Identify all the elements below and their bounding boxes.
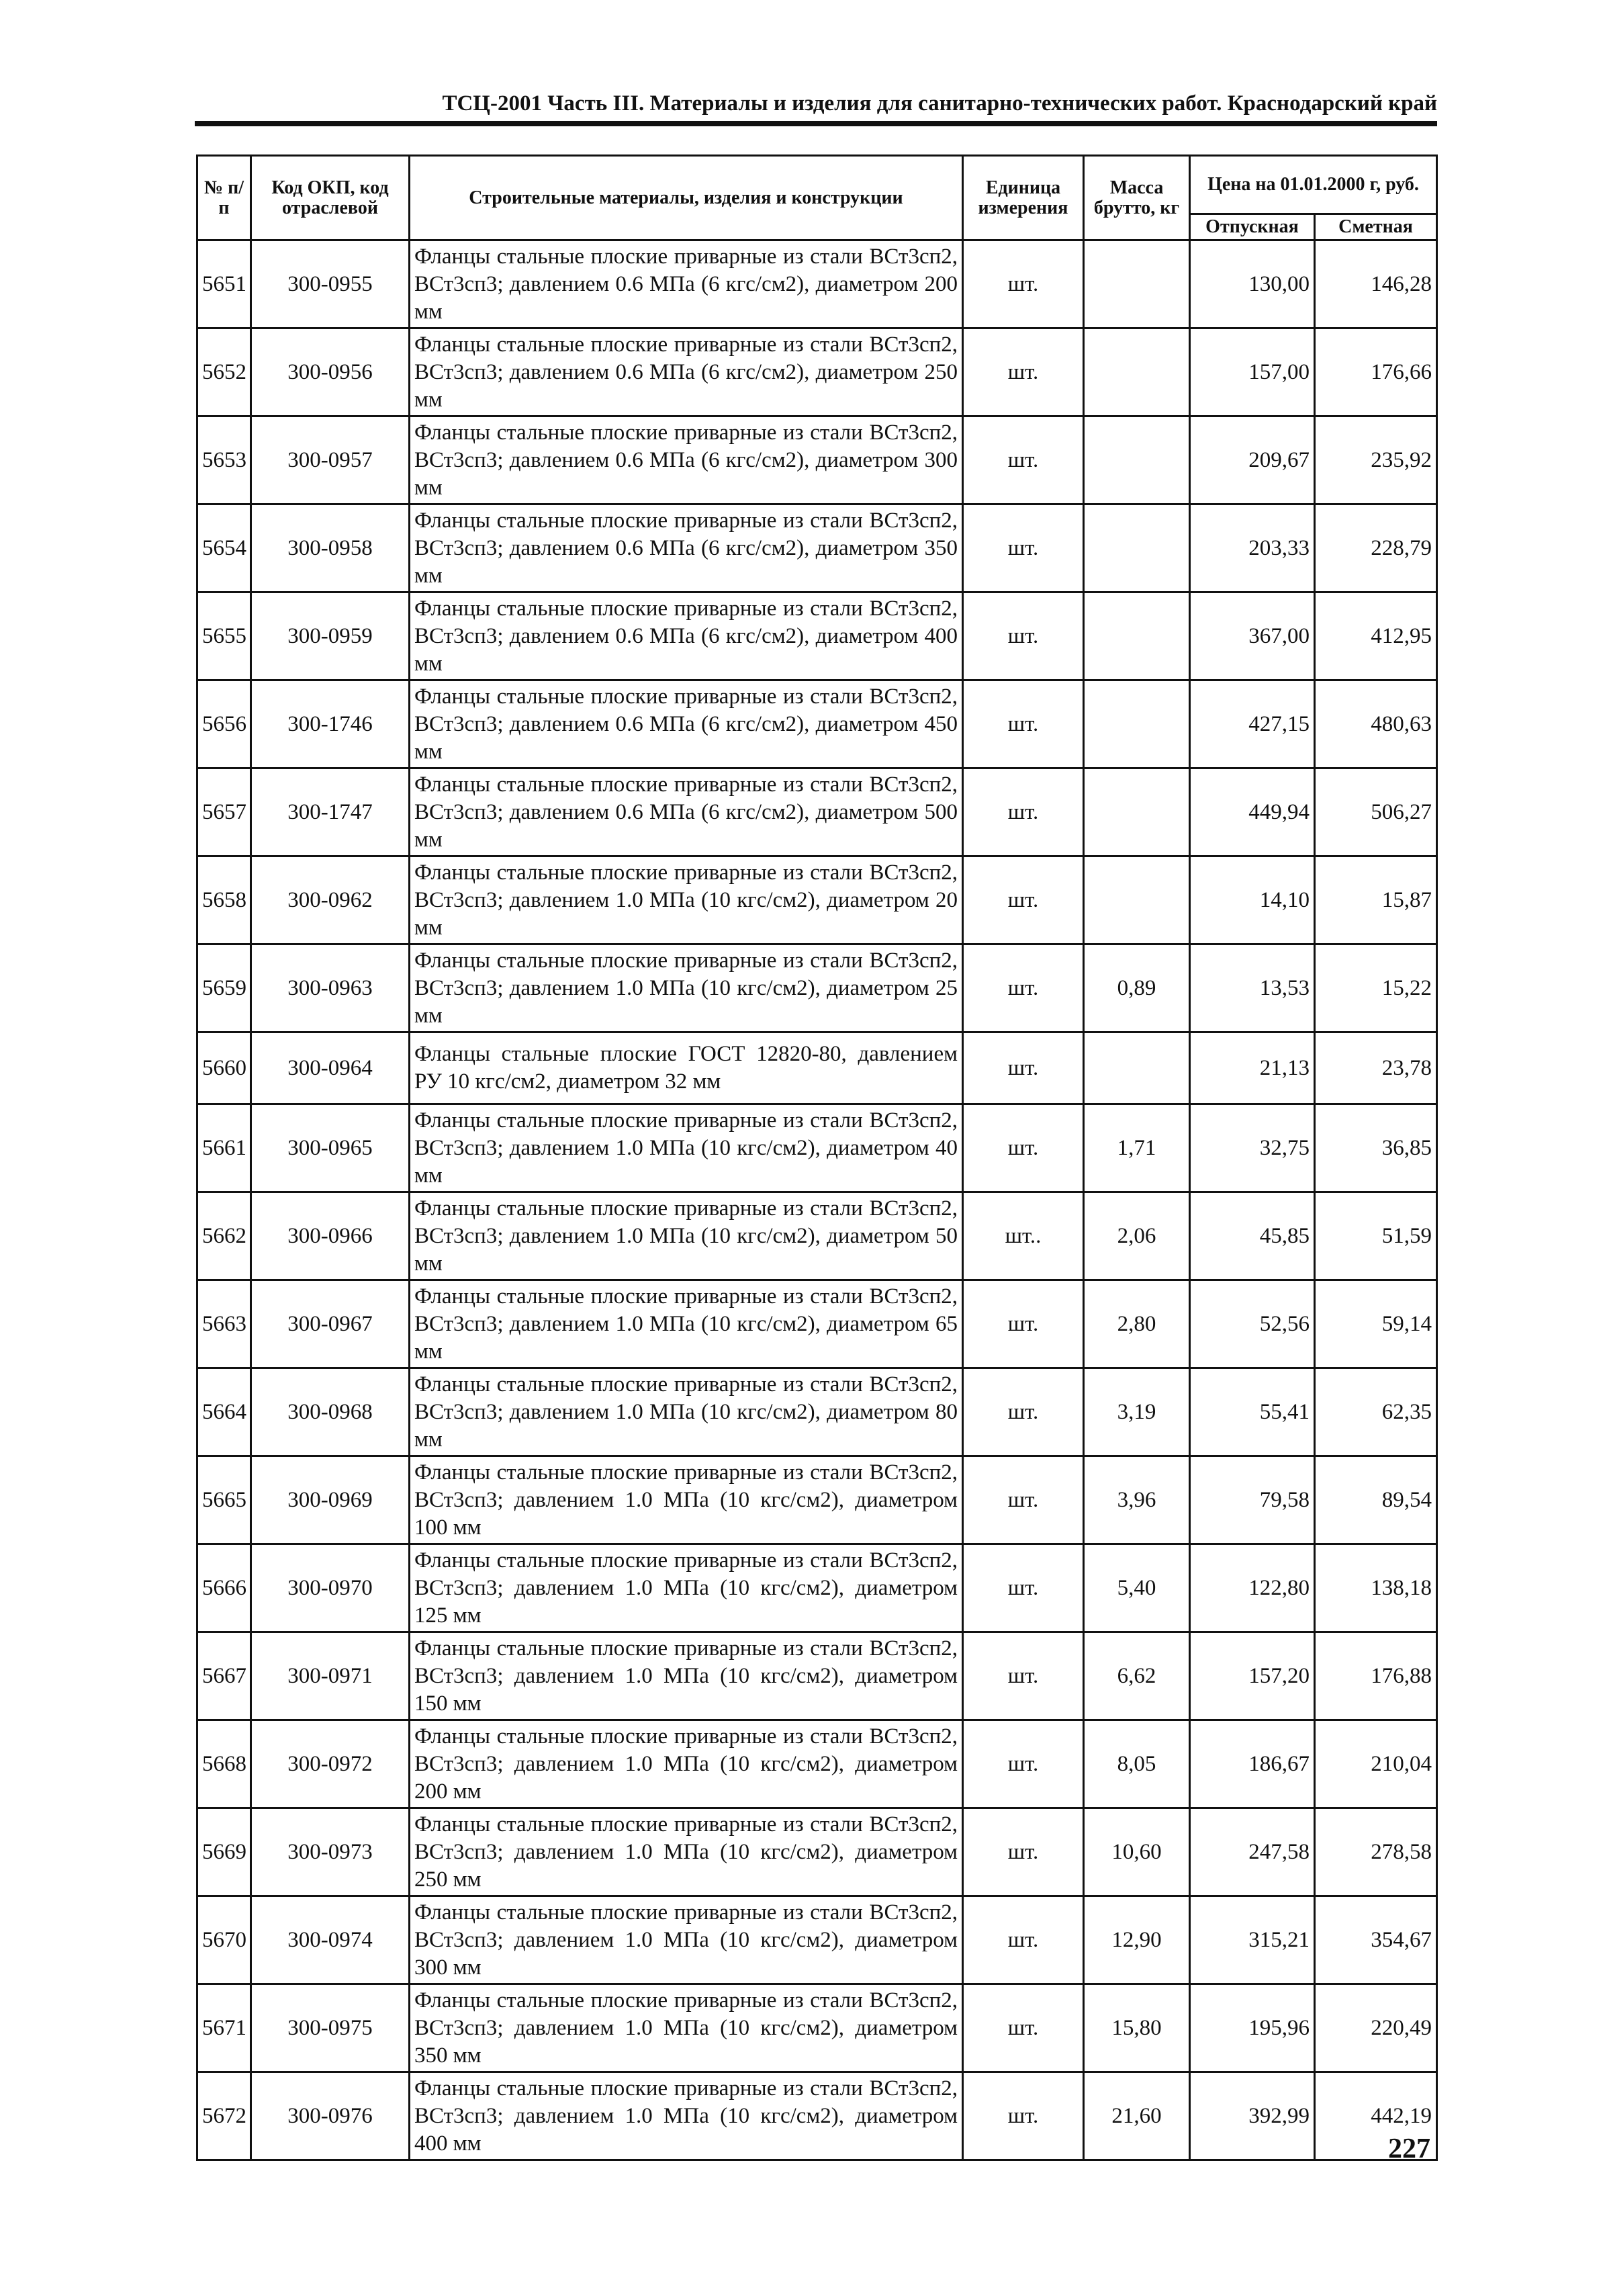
row-description: Фланцы стальные плоские приварные из стали ВСт3сп2, ВСт3сп3; давлением 1.0 МПа (10 кгс/см2), диаметром 40 мм (410, 1104, 963, 1192)
row-code: 300-0958 (251, 504, 410, 592)
row-code: 300-0963 (251, 944, 410, 1032)
table-row (197, 328, 1437, 416)
row-code: 300-0955 (251, 240, 410, 328)
row-number: 5665 (197, 1456, 251, 1544)
row-number: 5672 (197, 2072, 251, 2160)
row-price-release: 203,33 (1190, 504, 1315, 592)
row-price-release: 315,21 (1190, 1896, 1315, 1984)
row-price-release: 427,15 (1190, 680, 1315, 768)
row-number: 5655 (197, 592, 251, 680)
table-row (197, 944, 1437, 1032)
row-price-release: 392,99 (1190, 2072, 1315, 2160)
row-unit: шт. (963, 240, 1084, 328)
row-mass: 12,90 (1084, 1896, 1190, 1984)
row-mass: 1,71 (1084, 1104, 1190, 1192)
row-price-estimate: 228,79 (1315, 504, 1437, 592)
table-body (197, 240, 1437, 2160)
row-mass: 2,80 (1084, 1280, 1190, 1368)
price-table (196, 154, 1438, 2161)
row-mass (1084, 680, 1190, 768)
row-number: 5659 (197, 944, 251, 1032)
row-price-release: 14,10 (1190, 856, 1315, 944)
row-mass: 10,60 (1084, 1808, 1190, 1896)
row-mass: 0,89 (1084, 944, 1190, 1032)
row-number: 5658 (197, 856, 251, 944)
table-row (197, 1280, 1437, 1368)
row-price-release: 79,58 (1190, 1456, 1315, 1544)
row-description: Фланцы стальные плоские приварные из стали ВСт3сп2, ВСт3сп3; давлением 1.0 МПа (10 кгс/см2), диаметром 65 мм (410, 1280, 963, 1368)
row-code: 300-0956 (251, 328, 410, 416)
row-number: 5661 (197, 1104, 251, 1192)
row-price-estimate: 210,04 (1315, 1720, 1437, 1808)
row-unit: шт.. (963, 1192, 1084, 1280)
row-code: 300-0969 (251, 1456, 410, 1544)
row-description: Фланцы стальные плоские приварные из стали ВСт3сп2, ВСт3сп3; давлением 1.0 МПа (10 кгс/см2), диаметром 20 мм (410, 856, 963, 944)
row-number: 5654 (197, 504, 251, 592)
row-unit: шт. (963, 1032, 1084, 1104)
row-unit: шт. (963, 944, 1084, 1032)
row-code: 300-0971 (251, 1632, 410, 1720)
header-num: № п/п (197, 156, 251, 240)
row-number: 5670 (197, 1896, 251, 1984)
row-price-estimate: 176,88 (1315, 1632, 1437, 1720)
row-price-estimate: 235,92 (1315, 416, 1437, 504)
row-code: 300-0976 (251, 2072, 410, 2160)
row-price-release: 13,53 (1190, 944, 1315, 1032)
row-description: Фланцы стальные плоские приварные из стали ВСт3сп2, ВСт3сп3; давлением 0.6 МПа (6 кгс/см2), диаметром 200 мм (410, 240, 963, 328)
table-row (197, 1808, 1437, 1896)
table-row (197, 592, 1437, 680)
row-mass: 5,40 (1084, 1544, 1190, 1632)
row-number: 5652 (197, 328, 251, 416)
row-description: Фланцы стальные плоские приварные из стали ВСт3сп2, ВСт3сп3; давлением 1.0 МПа (10 кгс/см2), диаметром 300 мм (410, 1896, 963, 1984)
row-description: Фланцы стальные плоские приварные из стали ВСт3сп2, ВСт3сп3; давлением 0.6 МПа (6 кгс/см2), диаметром 400 мм (410, 592, 963, 680)
row-mass (1084, 240, 1190, 328)
table-row (197, 1544, 1437, 1632)
header-mass: Масса брутто, кг (1084, 156, 1190, 240)
row-price-estimate: 412,95 (1315, 592, 1437, 680)
row-mass (1084, 592, 1190, 680)
row-price-release: 157,00 (1190, 328, 1315, 416)
table-row (197, 504, 1437, 592)
row-price-estimate: 506,27 (1315, 768, 1437, 856)
page-number: 227 (1388, 2133, 1430, 2164)
row-unit: шт. (963, 1808, 1084, 1896)
table-row (197, 1456, 1437, 1544)
row-unit: шт. (963, 1632, 1084, 1720)
row-price-release: 157,20 (1190, 1632, 1315, 1720)
header-name: Строительные материалы, изделия и конструкции (410, 156, 963, 240)
table-row (197, 1032, 1437, 1104)
row-description: Фланцы стальные плоские приварные из стали ВСт3сп2, ВСт3сп3; давлением 1.0 МПа (10 кгс/см2), диаметром 250 мм (410, 1808, 963, 1896)
table-row (197, 1104, 1437, 1192)
row-code: 300-0959 (251, 592, 410, 680)
row-unit: шт. (963, 416, 1084, 504)
row-code: 300-1746 (251, 680, 410, 768)
row-mass: 21,60 (1084, 2072, 1190, 2160)
row-price-estimate: 36,85 (1315, 1104, 1437, 1192)
row-price-estimate: 62,35 (1315, 1368, 1437, 1456)
table-header (197, 156, 1437, 240)
row-price-release: 52,56 (1190, 1280, 1315, 1368)
row-code: 300-0975 (251, 1984, 410, 2072)
row-unit: шт. (963, 768, 1084, 856)
row-price-release: 130,00 (1190, 240, 1315, 328)
row-description: Фланцы стальные плоские ГОСТ 12820-80, давлением РУ 10 кгс/см2, диаметром 32 мм (410, 1032, 963, 1104)
row-mass: 8,05 (1084, 1720, 1190, 1808)
row-number: 5660 (197, 1032, 251, 1104)
row-number: 5666 (197, 1544, 251, 1632)
page-header-title: ТСЦ-2001 Часть III. Материалы и изделия для санитарно-технических работ. Краснодарский край (442, 91, 1437, 116)
row-description: Фланцы стальные плоские приварные из стали ВСт3сп2, ВСт3сп3; давлением 1.0 МПа (10 кгс/см2), диаметром 150 мм (410, 1632, 963, 1720)
row-mass (1084, 1032, 1190, 1104)
header-code: Код ОКП, код отраслевой (251, 156, 410, 240)
row-price-release: 32,75 (1190, 1104, 1315, 1192)
row-description: Фланцы стальные плоские приварные из стали ВСт3сп2, ВСт3сп3; давлением 1.0 МПа (10 кгс/см2), диаметром 25 мм (410, 944, 963, 1032)
row-description: Фланцы стальные плоские приварные из стали ВСт3сп2, ВСт3сп3; давлением 0.6 МПа (6 кгс/см2), диаметром 300 мм (410, 416, 963, 504)
row-number: 5667 (197, 1632, 251, 1720)
row-description: Фланцы стальные плоские приварные из стали ВСт3сп2, ВСт3сп3; давлением 1.0 МПа (10 кгс/см2), диаметром 350 мм (410, 1984, 963, 2072)
row-price-release: 195,96 (1190, 1984, 1315, 2072)
row-number: 5656 (197, 680, 251, 768)
row-price-estimate: 146,28 (1315, 240, 1437, 328)
row-unit: шт. (963, 592, 1084, 680)
row-code: 300-0972 (251, 1720, 410, 1808)
row-description: Фланцы стальные плоские приварные из стали ВСт3сп2, ВСт3сп3; давлением 1.0 МПа (10 кгс/см2), диаметром 125 мм (410, 1544, 963, 1632)
row-mass: 6,62 (1084, 1632, 1190, 1720)
row-description: Фланцы стальные плоские приварные из стали ВСт3сп2, ВСт3сп3; давлением 1.0 МПа (10 кгс/см2), диаметром 400 мм (410, 2072, 963, 2160)
row-mass (1084, 328, 1190, 416)
row-code: 300-0957 (251, 416, 410, 504)
row-unit: шт. (963, 504, 1084, 592)
row-description: Фланцы стальные плоские приварные из стали ВСт3сп2, ВСт3сп3; давлением 0.6 МПа (6 кгс/см2), диаметром 450 мм (410, 680, 963, 768)
table-row (197, 680, 1437, 768)
row-price-release: 367,00 (1190, 592, 1315, 680)
row-price-estimate: 220,49 (1315, 1984, 1437, 2072)
row-code: 300-0968 (251, 1368, 410, 1456)
row-unit: шт. (963, 680, 1084, 768)
header-price-release: Отпускная (1190, 214, 1315, 240)
row-mass (1084, 856, 1190, 944)
table-row (197, 1632, 1437, 1720)
table-row (197, 856, 1437, 944)
row-price-estimate: 59,14 (1315, 1280, 1437, 1368)
row-unit: шт. (963, 1720, 1084, 1808)
row-description: Фланцы стальные плоские приварные из стали ВСт3сп2, ВСт3сп3; давлением 1.0 МПа (10 кгс/см2), диаметром 100 мм (410, 1456, 963, 1544)
row-unit: шт. (963, 1368, 1084, 1456)
row-mass (1084, 768, 1190, 856)
row-unit: шт. (963, 1984, 1084, 2072)
row-price-release: 247,58 (1190, 1808, 1315, 1896)
row-code: 300-0970 (251, 1544, 410, 1632)
row-number: 5668 (197, 1720, 251, 1808)
row-price-release: 209,67 (1190, 416, 1315, 504)
row-unit: шт. (963, 1544, 1084, 1632)
table-row (197, 2072, 1437, 2160)
row-price-estimate: 15,22 (1315, 944, 1437, 1032)
row-number: 5653 (197, 416, 251, 504)
row-price-estimate: 89,54 (1315, 1456, 1437, 1544)
row-code: 300-0974 (251, 1896, 410, 1984)
row-unit: шт. (963, 1280, 1084, 1368)
row-number: 5663 (197, 1280, 251, 1368)
row-description: Фланцы стальные плоские приварные из стали ВСт3сп2, ВСт3сп3; давлением 0.6 МПа (6 кгс/см2), диаметром 500 мм (410, 768, 963, 856)
row-price-estimate: 15,87 (1315, 856, 1437, 944)
row-number: 5664 (197, 1368, 251, 1456)
row-mass: 3,96 (1084, 1456, 1190, 1544)
row-number: 5657 (197, 768, 251, 856)
row-code: 300-0966 (251, 1192, 410, 1280)
table-row (197, 1368, 1437, 1456)
row-unit: шт. (963, 328, 1084, 416)
row-unit: шт. (963, 1104, 1084, 1192)
row-price-estimate: 138,18 (1315, 1544, 1437, 1632)
row-description: Фланцы стальные плоские приварные из стали ВСт3сп2, ВСт3сп3; давлением 0.6 МПа (6 кгс/см2), диаметром 350 мм (410, 504, 963, 592)
row-unit: шт. (963, 2072, 1084, 2160)
row-mass: 2,06 (1084, 1192, 1190, 1280)
header-price-estimate: Сметная (1315, 214, 1437, 240)
row-price-estimate: 442,19 (1315, 2072, 1437, 2160)
row-code: 300-0962 (251, 856, 410, 944)
row-description: Фланцы стальные плоские приварные из стали ВСт3сп2, ВСт3сп3; давлением 0.6 МПа (6 кгс/см2), диаметром 250 мм (410, 328, 963, 416)
row-price-estimate: 176,66 (1315, 328, 1437, 416)
row-code: 300-1747 (251, 768, 410, 856)
table-row (197, 1720, 1437, 1808)
row-price-release: 122,80 (1190, 1544, 1315, 1632)
table-row (197, 416, 1437, 504)
row-price-estimate: 23,78 (1315, 1032, 1437, 1104)
table-row (197, 1896, 1437, 1984)
row-price-estimate: 51,59 (1315, 1192, 1437, 1280)
row-code: 300-0967 (251, 1280, 410, 1368)
row-mass: 3,19 (1084, 1368, 1190, 1456)
row-unit: шт. (963, 1896, 1084, 1984)
row-price-release: 21,13 (1190, 1032, 1315, 1104)
header-price-group: Цена на 01.01.2000 г, руб. (1190, 156, 1437, 214)
table-row (197, 768, 1437, 856)
table-row (197, 240, 1437, 328)
table-row (197, 1984, 1437, 2072)
row-price-release: 55,41 (1190, 1368, 1315, 1456)
row-number: 5669 (197, 1808, 251, 1896)
row-number: 5671 (197, 1984, 251, 2072)
header-unit: Единица измерения (963, 156, 1084, 240)
row-number: 5651 (197, 240, 251, 328)
row-mass: 15,80 (1084, 1984, 1190, 2072)
row-price-estimate: 278,58 (1315, 1808, 1437, 1896)
row-unit: шт. (963, 856, 1084, 944)
row-description: Фланцы стальные плоские приварные из стали ВСт3сп2, ВСт3сп3; давлением 1.0 МПа (10 кгс/см2), диаметром 80 мм (410, 1368, 963, 1456)
row-price-release: 186,67 (1190, 1720, 1315, 1808)
row-price-estimate: 480,63 (1315, 680, 1437, 768)
row-description: Фланцы стальные плоские приварные из стали ВСт3сп2, ВСт3сп3; давлением 1.0 МПа (10 кгс/см2), диаметром 200 мм (410, 1720, 963, 1808)
row-price-estimate: 354,67 (1315, 1896, 1437, 1984)
row-price-release: 449,94 (1190, 768, 1315, 856)
row-price-release: 45,85 (1190, 1192, 1315, 1280)
row-code: 300-0965 (251, 1104, 410, 1192)
row-code: 300-0973 (251, 1808, 410, 1896)
row-number: 5662 (197, 1192, 251, 1280)
row-code: 300-0964 (251, 1032, 410, 1104)
row-description: Фланцы стальные плоские приварные из стали ВСт3сп2, ВСт3сп3; давлением 1.0 МПа (10 кгс/см2), диаметром 50 мм (410, 1192, 963, 1280)
row-mass (1084, 504, 1190, 592)
header-rule (195, 121, 1437, 126)
table-row (197, 1192, 1437, 1280)
row-mass (1084, 416, 1190, 504)
row-unit: шт. (963, 1456, 1084, 1544)
